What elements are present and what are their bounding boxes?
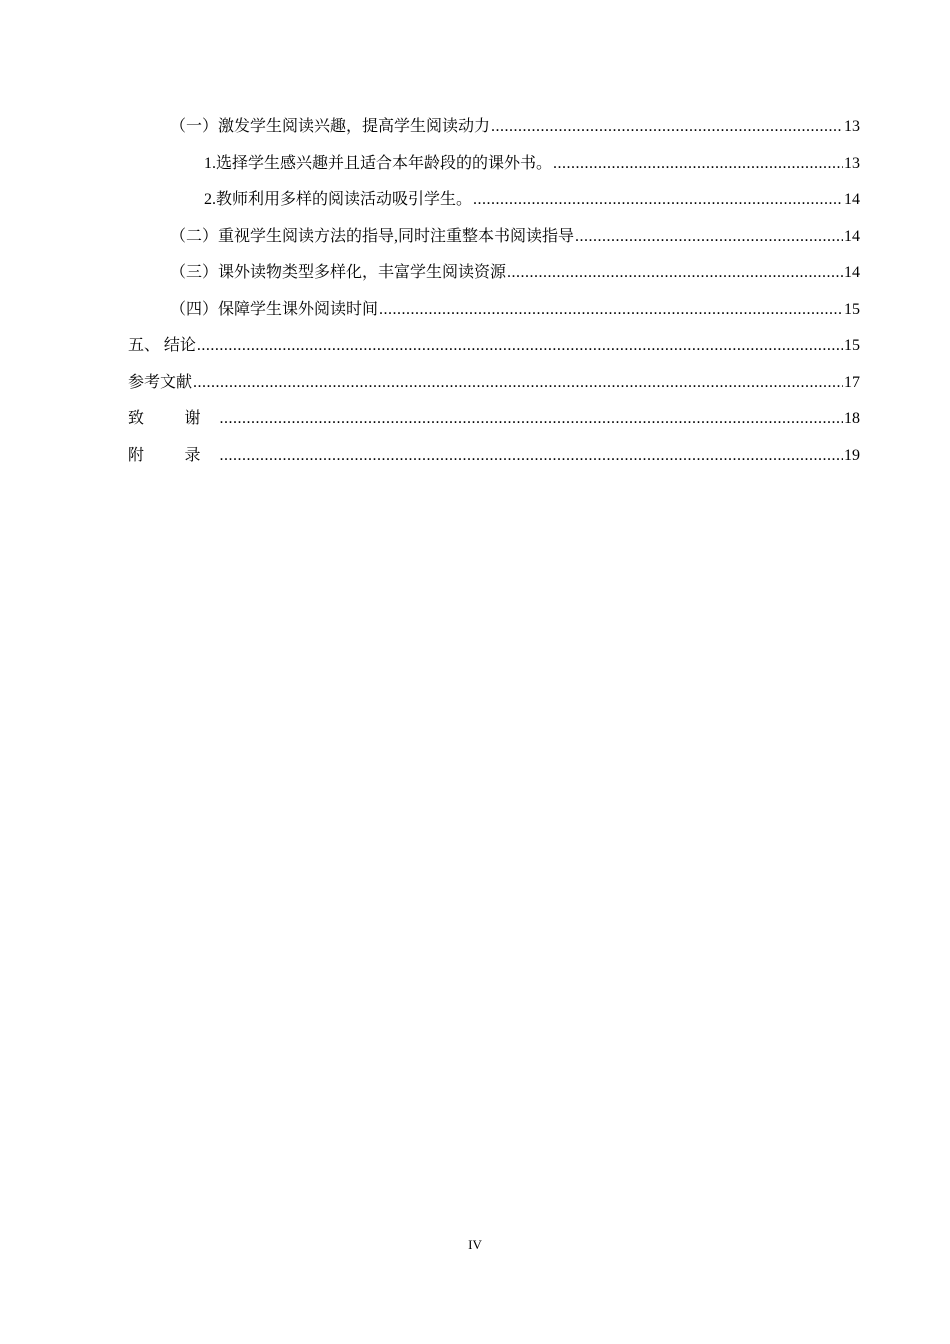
toc-entry-title: 课外读物类型多样化，丰富学生阅读资源 xyxy=(218,264,507,281)
dot-leader xyxy=(197,334,843,358)
toc-entry[interactable] xyxy=(128,371,860,395)
toc-entry-title: 结论 xyxy=(163,337,196,354)
toc-entry-title: 保障学生课外阅读时间 xyxy=(218,301,379,318)
toc-entry-page: 13 xyxy=(844,155,860,172)
toc-entry-page: 19 xyxy=(844,447,860,464)
toc-entry-page: 17 xyxy=(844,374,860,391)
toc-entry-title: 附 录 xyxy=(128,447,219,464)
dot-leader xyxy=(491,115,843,139)
toc-entry[interactable] xyxy=(128,407,860,431)
dot-leader xyxy=(507,261,843,285)
toc-entry[interactable] xyxy=(170,115,860,139)
toc-entry-title: 致 谢 xyxy=(128,410,219,427)
dot-leader xyxy=(219,444,843,468)
toc-entry[interactable] xyxy=(204,152,860,176)
toc-entry[interactable] xyxy=(128,444,860,468)
toc-entry-page: 13 xyxy=(844,118,860,135)
toc-entry[interactable] xyxy=(170,261,860,285)
toc-entry[interactable] xyxy=(128,334,860,358)
dot-leader xyxy=(193,371,843,395)
toc-entry-page: 14 xyxy=(844,191,860,208)
toc-entry-title: 教师利用多样的阅读活动吸引学生。 xyxy=(216,191,473,208)
page-number-footer: IV xyxy=(468,1237,482,1252)
toc-entry-prefix: （一） xyxy=(170,118,219,135)
toc-entry[interactable] xyxy=(204,188,860,212)
toc-entry-prefix: 2. xyxy=(204,191,216,208)
toc-entry-prefix: （四） xyxy=(170,301,219,318)
toc-entry-title: 激发学生阅读兴趣，提高学生阅读动力 xyxy=(218,118,491,135)
toc-entry-prefix: （二） xyxy=(170,228,219,245)
dot-leader xyxy=(473,188,843,212)
toc-entry-page: 15 xyxy=(844,337,860,354)
toc-entry-prefix: 1. xyxy=(204,155,216,172)
toc-entry-prefix: 五、 xyxy=(128,337,161,354)
dot-leader xyxy=(575,225,843,249)
dot-leader xyxy=(553,152,843,176)
dot-leader xyxy=(219,407,843,431)
toc-entry-page: 18 xyxy=(844,410,860,427)
toc-entry-title: 重视学生阅读方法的指导,同时注重整本书阅读指导 xyxy=(218,228,575,245)
toc-entry-page: 15 xyxy=(844,301,860,318)
toc-entry[interactable] xyxy=(170,298,860,322)
toc-entry-title: 选择学生感兴趣并且适合本年龄段的的课外书。 xyxy=(216,155,553,172)
toc-entry[interactable] xyxy=(170,225,860,249)
toc-entry-page: 14 xyxy=(844,228,860,245)
toc-entry-prefix: （三） xyxy=(170,264,219,281)
toc-entry-title: 参考文献 xyxy=(128,374,193,391)
dot-leader xyxy=(379,298,843,322)
toc-entry-page: 14 xyxy=(844,264,860,281)
